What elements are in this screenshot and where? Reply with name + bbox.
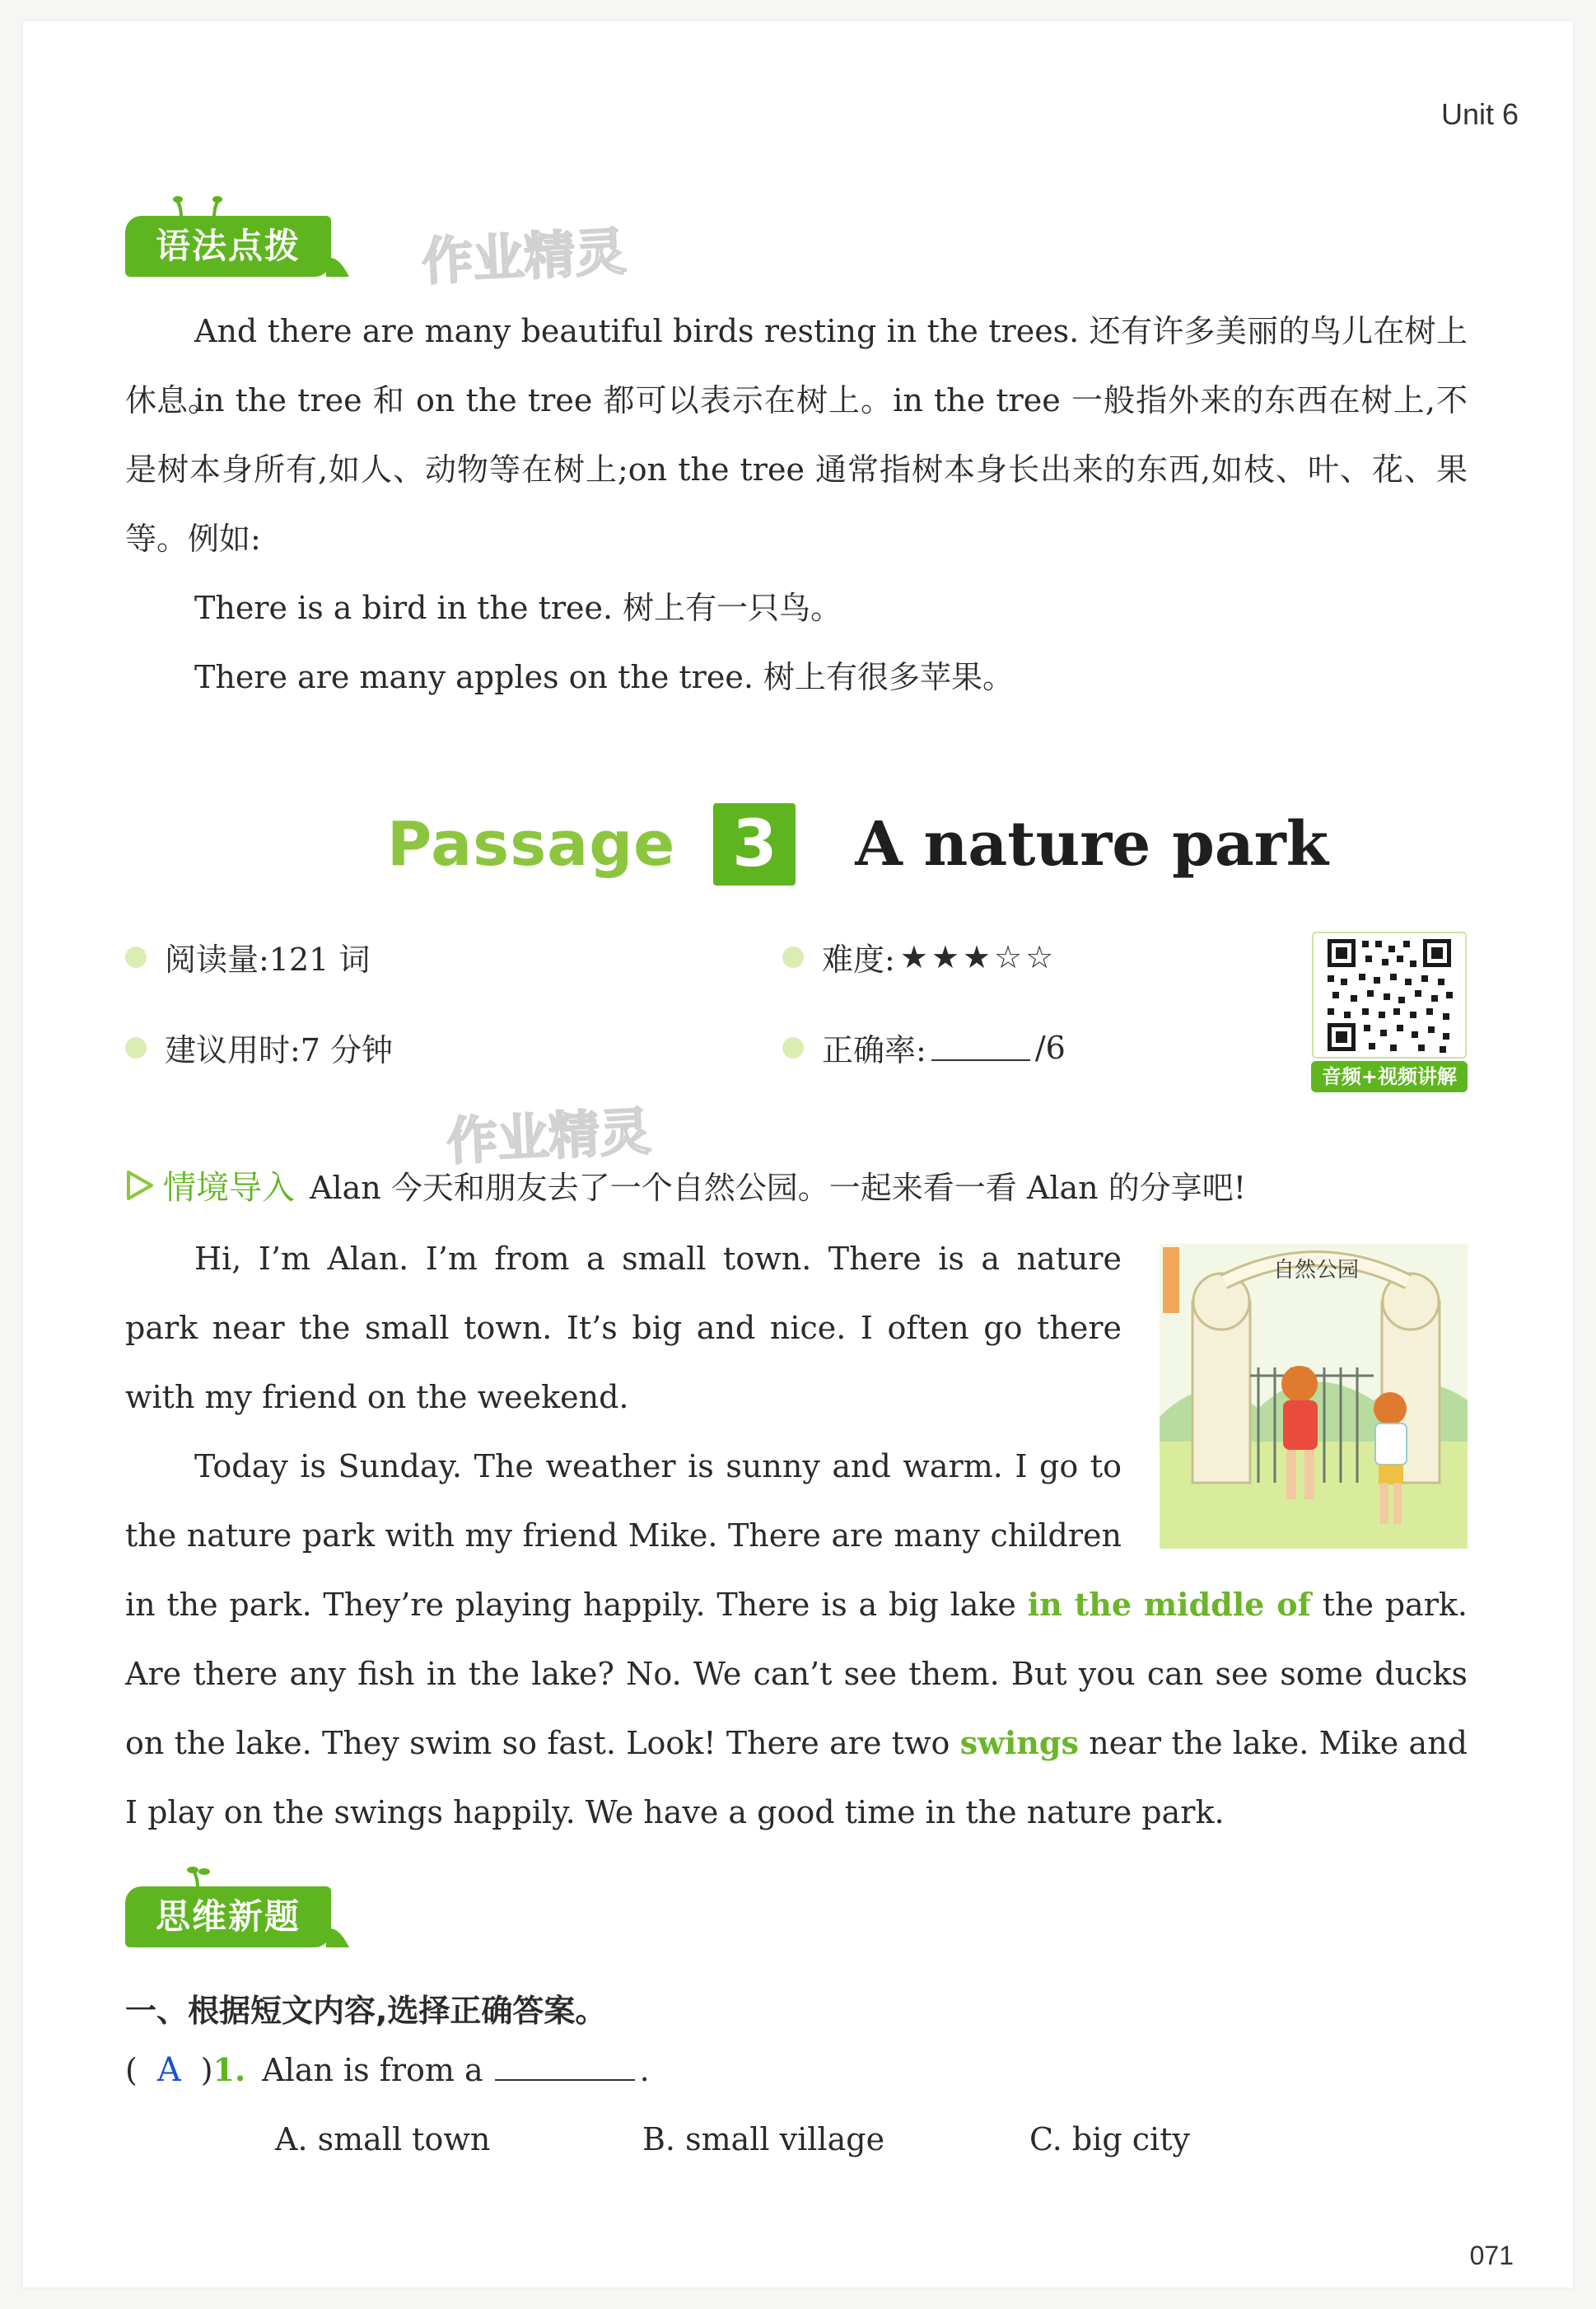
option-a[interactable]: A. small town	[275, 2121, 491, 2157]
passage-label: Passage	[387, 809, 676, 880]
highlight-swings: swings	[959, 1724, 1079, 1761]
passage-number: 3	[713, 803, 796, 886]
paren-close: )	[200, 2052, 213, 2088]
qr-code[interactable]	[1311, 931, 1468, 1092]
badge-tail-icon	[326, 254, 349, 277]
bullet-dot-icon	[782, 1037, 804, 1059]
park-sign: 自然公园	[1272, 1258, 1360, 1283]
difficulty	[782, 934, 1057, 979]
highlight-in-the-middle-of: in the middle of	[1027, 1586, 1311, 1623]
passage-name: A nature park	[855, 809, 1329, 880]
play-arrow-icon	[125, 1169, 155, 1202]
accuracy-total: /6	[1034, 1029, 1066, 1066]
word-count	[125, 934, 370, 979]
paragraph-2-part-b: the park. Are there any fish in the lake? No. We can’t see them. But you can see some ducks on the lake. They swim so fast. Look! There are two	[125, 1587, 1468, 1761]
intro-label: 情境导入	[163, 1169, 295, 1207]
bullet-dot-icon	[125, 1037, 147, 1059]
paren-open: (	[125, 2052, 138, 2088]
sprout-icon	[173, 1865, 222, 1888]
difficulty-stars: ★★★☆☆	[899, 938, 1057, 975]
nature-park-illustration	[1160, 1244, 1468, 1549]
page-number: 071	[1469, 2241, 1514, 2270]
exercises-badge	[125, 1886, 331, 1947]
passage-title	[387, 799, 1328, 890]
question-text: Alan is from a	[262, 2052, 483, 2088]
grammar-badge	[125, 216, 331, 277]
paragraph-2-part-c: near the lake. Mike and I play on the swings happily. We have a good time in the nature park.	[125, 1725, 1468, 1830]
option-b[interactable]: B. small village	[642, 2121, 885, 2157]
watermark-2: 作业精灵	[445, 1101, 653, 1172]
grammar-example-2: There are many apples on the tree. 树上有很多苹果。	[194, 659, 1014, 695]
badge-tail-icon	[326, 1924, 349, 1947]
question-number: 1.	[212, 2051, 246, 2088]
watermark: 作业精灵	[420, 221, 628, 292]
question-end: .	[639, 2052, 650, 2088]
grammar-sentence: And there are many beautiful birds resting in the trees. 还有许多美丽的鸟儿在树上休息。	[125, 313, 1468, 418]
difficulty-label: 难度:	[822, 942, 895, 978]
paragraph-2-part-a: Today is Sunday. The weather is sunny and warm. I go to the nature park with my friend Mike. There are many children in the park. They’re playing happily. There is a big lake	[125, 1448, 1122, 1623]
passage-paragraph-1: Hi, I’m Alan. I’m from a small town. There is a nature park near the small town. It’s big and nice. I often go there with my friend on the weekend.	[125, 1241, 1122, 1415]
qr-label: 音频+视频讲解	[1311, 1061, 1468, 1092]
word-count-text: 阅读量:121 词	[165, 942, 371, 978]
unit-label: Unit 6	[1440, 97, 1519, 131]
accuracy-label: 正确率:	[822, 1032, 926, 1068]
sprout-icon	[173, 194, 222, 217]
bullet-dot-icon	[782, 947, 804, 968]
answer-input[interactable]: A	[156, 2051, 181, 2089]
question-1	[125, 2051, 650, 2089]
bullet-dot-icon	[125, 947, 147, 968]
qr-code-icon	[1311, 931, 1468, 1059]
context-intro	[125, 1162, 1246, 1208]
suggested-time	[125, 1025, 393, 1070]
section-title: 一、根据短文内容,选择正确答案。	[125, 1993, 607, 2029]
exercises-badge-label: 思维新题	[155, 1896, 301, 1937]
grammar-example-1: There is a bird in the tree. 树上有一只鸟。	[194, 590, 842, 626]
accuracy-blank[interactable]	[931, 1035, 1030, 1061]
grammar-explanation: in the tree 和 on the tree 都可以表示在树上。in the tree 一般指外来的东西在树上,不是树本身所有,如人、动物等在树上;on the tree 通常指树本身长出来的东西,如枝、叶、花、果等。例如:	[125, 382, 1468, 557]
grammar-badge-label: 语法点拨	[155, 226, 301, 266]
accuracy	[782, 1025, 1066, 1070]
question-blank[interactable]	[495, 2054, 635, 2081]
intro-text: Alan 今天和朋友去了一个自然公园。一起来看一看 Alan 的分享吧!	[310, 1170, 1246, 1206]
suggested-time-text: 建议用时:7 分钟	[165, 1032, 394, 1068]
option-c[interactable]: C. big city	[1029, 2121, 1190, 2157]
